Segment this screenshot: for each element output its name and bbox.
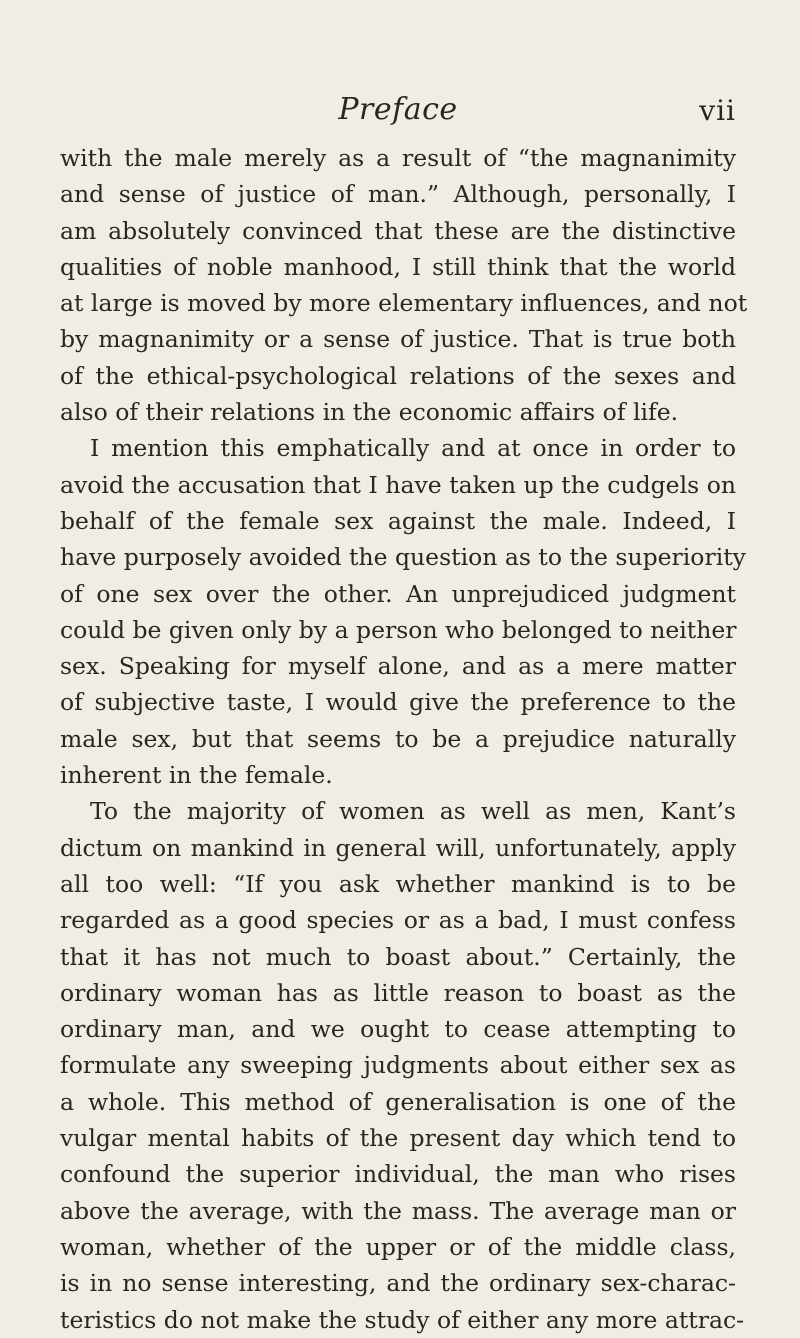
text-line: that it has not much to boast about.” Certainly, the xyxy=(60,942,736,971)
text-line: regarded as a good species or as a bad, I must confess xyxy=(60,906,736,935)
text-line: male sex, but that seems to be a prejudice naturally xyxy=(60,724,736,753)
text-line: teristics do not make the study of either any more attrac- xyxy=(60,1305,745,1334)
text-line: of subjective taste, I would give the preference to the xyxy=(60,688,736,717)
text-line: also of their relations in the economic affairs of life. xyxy=(60,398,679,427)
text-line: inherent in the female. xyxy=(60,761,333,790)
text-line: and sense of justice of man.” Although, personally, I xyxy=(60,180,736,209)
paragraph-first-line: To the majority of women as well as men, Kant’s xyxy=(90,797,736,826)
text-line: behalf of the female sex against the male. Indeed, I xyxy=(60,506,736,535)
text-line: confound the superior individual, the man who rises xyxy=(60,1160,736,1189)
body-text xyxy=(60,140,748,1338)
text-line: all too well: “If you ask whether mankind is to be xyxy=(60,869,736,898)
text-line: could be given only by a person who belonged to neither xyxy=(60,615,737,644)
text-line: with the male merely as a result of “the magnanimity xyxy=(60,144,736,172)
text-line: qualities of noble manhood, I still think that the world xyxy=(60,252,736,281)
page-number: vii xyxy=(699,94,736,127)
text-line: by magnanimity or a sense of justice. That is true both xyxy=(60,325,736,354)
text-line: sex. Speaking for myself alone, and as a mere matter xyxy=(60,652,736,681)
running-title: Preface xyxy=(338,92,458,127)
text-line: dictum on mankind in general will, unfortunately, apply xyxy=(60,833,736,862)
text-line: at large is moved by more elementary influences, and not xyxy=(60,289,748,318)
paragraph-first-line: I mention this emphatically and at once in order to xyxy=(90,434,736,463)
text-line: avoid the accusation that I have taken up the cudgels on xyxy=(60,470,736,499)
text-line: am absolutely convinced that these are the distinctive xyxy=(60,216,736,245)
text-line: woman, whether of the upper or of the middle class, xyxy=(60,1232,736,1261)
text-line: ordinary woman has as little reason to boast as the xyxy=(60,978,736,1007)
running-head xyxy=(60,92,736,132)
text-line: have purposely avoided the question as to the superiority xyxy=(60,543,746,572)
text-line: is in no sense interesting, and the ordinary sex-charac- xyxy=(60,1269,736,1298)
text-line: a whole. This method of generalisation is one of the xyxy=(60,1087,736,1116)
text-line: vulgar mental habits of the present day which tend to xyxy=(60,1124,736,1153)
text-line: ordinary man, and we ought to cease attempting to xyxy=(60,1015,736,1044)
text-line: of the ethical-psychological relations of the sexes and xyxy=(60,361,736,390)
text-line: formulate any sweeping judgments about either sex as xyxy=(60,1051,736,1080)
text-line: of one sex over the other. An unprejudiced judgment xyxy=(60,579,736,608)
text-line: above the average, with the mass. The average man or xyxy=(60,1196,736,1225)
